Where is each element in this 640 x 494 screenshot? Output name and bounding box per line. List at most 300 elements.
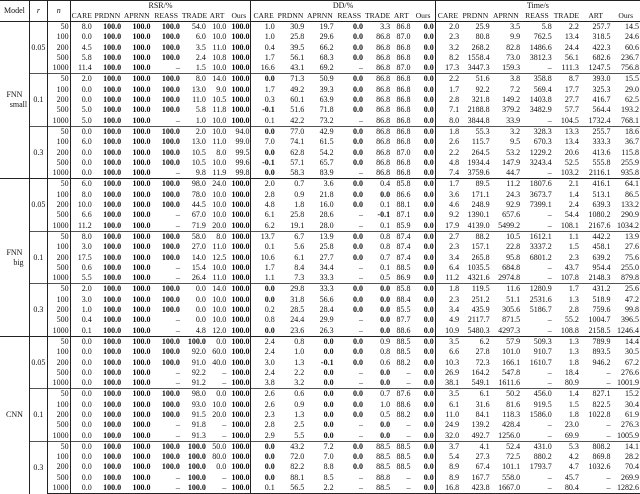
dd-cell-prdnn: 72.0	[290, 452, 305, 462]
rsr-cell-care: 0.0	[81, 378, 92, 388]
dd-cell-prdnn: 25.8	[290, 210, 305, 220]
time-cell-care: 3.5	[435, 389, 460, 400]
rsr-cell-trade	[181, 462, 207, 472]
time-cell-ours: 67.2	[625, 357, 639, 367]
dd-cell-prdnn: 29.8	[276, 284, 305, 295]
time-cell-art: 954.4	[592, 262, 611, 272]
best-value: 100.0	[161, 389, 180, 399]
best-value: 100.0	[132, 315, 151, 325]
rsr-cell-trade: 44.5	[191, 200, 206, 210]
time-cell-prdnn: 1934.4	[467, 157, 490, 167]
best-value: 0.0	[423, 336, 434, 346]
time-cell-trade: 5.3	[553, 441, 580, 452]
time-cell-trade: 55.2	[564, 315, 579, 325]
rsr-cell-reass: –	[175, 210, 180, 220]
best-value: 100.0	[161, 441, 180, 451]
time-cell-care: 24.9	[445, 420, 460, 430]
rsr-cell-ours	[227, 253, 251, 263]
dd-cell-art: 86.8	[391, 126, 411, 137]
time-cell-reass: 1612.1	[521, 231, 553, 242]
time-cell-prdnn: 164.2	[471, 367, 490, 377]
rsr-cell-reass	[151, 85, 180, 95]
time-cell-prdnn: 3844.8	[467, 115, 490, 125]
rsr-cell-prdnn	[93, 53, 122, 63]
best-value: 100.0	[132, 462, 151, 472]
n-value-cell: 50	[47, 231, 70, 242]
time-cell-trade: 107.8	[560, 273, 579, 283]
time-cell-reass: 762.5	[533, 32, 552, 42]
table-row	[0, 452, 640, 462]
time-cell-art: 413.6	[592, 147, 611, 157]
rsr-cell-care: 0.0	[70, 483, 93, 494]
rsr-cell-art: 11.0	[212, 42, 227, 52]
dd-cell-reass	[335, 462, 364, 472]
best-value: 0.0	[352, 189, 363, 199]
time-cell-aprnn: 44.7	[506, 168, 521, 178]
rsr-cell-aprnn	[122, 105, 151, 115]
rsr-cell-ours	[227, 368, 251, 378]
rsr-cell-reass: –	[175, 325, 180, 335]
header-method-time-prdnn: PRDNN	[460, 11, 491, 22]
dd-cell-art: 86.8	[396, 157, 411, 167]
time-cell-aprnn: 3.8	[491, 74, 522, 85]
rsr-cell-trade: 78.0	[191, 189, 206, 199]
time-cell-reass: 328.3	[521, 126, 553, 137]
rsr-cell-ours	[227, 85, 251, 95]
best-value: 0.0	[423, 483, 434, 493]
time-cell-prdnn: 1035.5	[467, 262, 490, 272]
rsr-cell-ours	[227, 400, 251, 410]
time-cell-aprnn: 92.9	[506, 200, 521, 210]
time-cell-prdnn: 251.2	[471, 294, 490, 304]
best-value: 0.0	[423, 284, 434, 294]
time-cell-aprnn: 72.5	[506, 452, 521, 462]
best-value: 0.0	[352, 284, 363, 294]
rsr-cell-care: 0.0	[81, 157, 92, 167]
dd-cell-art: 85.8	[391, 284, 411, 295]
model-cell	[0, 22, 29, 179]
best-value: 0.0	[352, 200, 363, 210]
time-cell-aprnn: 558.0	[502, 472, 521, 482]
time-cell-reass: –	[547, 420, 552, 430]
rsr-cell-art: 10.0	[212, 200, 227, 210]
dd-cell-trade: 88.5	[376, 452, 391, 462]
best-value: 100.0	[103, 294, 122, 304]
best-value: 100.0	[132, 452, 151, 462]
best-value: 100.0	[231, 315, 250, 325]
dd-cell-aprnn: 73.2	[319, 115, 334, 125]
dd-cell-reass: –	[358, 472, 363, 482]
dd-cell-reass: –	[358, 168, 363, 178]
time-cell-ours: 61.9	[625, 409, 639, 419]
rsr-cell-prdnn	[93, 74, 122, 85]
dd-cell-reass: –	[358, 210, 363, 220]
dd-cell-art: 87.0	[396, 32, 411, 42]
rsr-cell-art: 10.0	[212, 210, 227, 220]
r-value-cell: 0.3	[29, 441, 47, 493]
dd-cell-reass	[335, 105, 364, 115]
dd-cell-ours	[411, 473, 435, 483]
time-cell-reass: –	[547, 325, 552, 335]
best-value: 0.0	[380, 315, 391, 325]
time-cell-prdnn: 1558.4	[467, 52, 490, 62]
results-table-body	[0, 22, 640, 494]
best-value: 100.0	[231, 420, 250, 430]
rsr-cell-reass	[151, 242, 180, 252]
rsr-cell-reass	[151, 284, 180, 295]
time-cell-reass: 1486.6	[529, 42, 552, 52]
table-row	[0, 32, 640, 42]
time-cell-prdnn: 5480.3	[467, 325, 490, 335]
best-value: 0.0	[352, 399, 363, 409]
header-method-time-trade: TRADE	[553, 11, 580, 20]
best-value: 100.0	[132, 200, 151, 210]
dd-cell-aprnn: 63.9	[319, 95, 334, 105]
best-value: 0.0	[352, 357, 363, 367]
rsr-cell-care: 0.0	[81, 367, 92, 377]
dd-cell-ours	[411, 305, 435, 315]
best-value: 0.0	[352, 452, 363, 462]
rsr-cell-aprnn	[122, 441, 151, 452]
time-cell-care: 17.3	[445, 63, 460, 73]
time-cell-art: 1080.2	[588, 210, 611, 220]
n-value-cell: 500	[47, 158, 70, 168]
dd-cell-reass	[335, 284, 364, 295]
dd-cell-trade: 0.5	[380, 409, 391, 419]
rsr-cell-ours	[227, 105, 251, 115]
best-value: 100.0	[132, 126, 151, 136]
time-cell-ours: 24.6	[625, 32, 639, 42]
best-value: 100.0	[132, 242, 151, 252]
time-cell-reass: –	[521, 483, 553, 494]
dd-cell-care	[251, 168, 276, 179]
best-value: 0.0	[423, 420, 434, 430]
best-value: 100.0	[161, 95, 180, 105]
rsr-cell-care: 0.0	[70, 389, 93, 400]
rsr-cell-care: 0.0	[81, 472, 92, 482]
time-cell-ours: 15.5	[612, 74, 640, 85]
rsr-cell-ours	[227, 473, 251, 483]
dd-cell-art: 88.4	[396, 294, 411, 304]
best-value: 100.0	[103, 262, 122, 272]
best-value: 100.0	[103, 347, 122, 357]
rsr-cell-care: 5.0	[81, 105, 92, 115]
time-cell-aprnn: 52.4	[491, 441, 522, 452]
time-cell-care: 7.1	[449, 105, 460, 115]
dd-cell-prdnn: 74.1	[290, 137, 305, 147]
best-value: 100.0	[132, 273, 151, 283]
dd-cell-reass	[335, 43, 364, 53]
rsr-cell-trade	[181, 336, 207, 347]
dd-cell-ours	[411, 137, 435, 147]
dd-cell-ours	[411, 410, 435, 420]
time-cell-art: –	[606, 378, 611, 388]
best-value: 100.0	[231, 294, 250, 304]
rsr-cell-trade: 58.0	[181, 231, 207, 242]
rsr-cell-reass	[151, 400, 180, 410]
best-value: 100.0	[161, 284, 180, 294]
time-cell-aprnn: 22.8	[506, 242, 521, 252]
best-value: 0.0	[352, 347, 363, 357]
dd-cell-care: 1.0	[264, 32, 275, 42]
dd-cell-art: 87.4	[396, 252, 411, 262]
rsr-cell-care: 5.5	[81, 273, 92, 283]
time-cell-trade: 4.2	[568, 452, 579, 462]
best-value: 0.0	[352, 22, 363, 31]
dd-cell-aprnn: 8.5	[323, 472, 334, 482]
header-method-time-ours: Ours	[612, 11, 640, 22]
time-cell-prdnn: 55.3	[460, 126, 491, 137]
time-cell-ours: 25.6	[612, 284, 640, 295]
time-cell-trade: 8.7	[553, 74, 580, 85]
time-cell-art: 325.3	[592, 84, 611, 94]
dd-cell-trade: 86.8	[376, 52, 391, 62]
rsr-cell-art: 11.0	[212, 137, 227, 147]
dd-cell-reass	[335, 389, 364, 400]
time-cell-aprnn: 50.2	[491, 389, 522, 400]
best-value: 0.0	[352, 242, 363, 252]
n-value-cell: 1000	[47, 378, 70, 389]
table-row	[0, 105, 640, 115]
rsr-cell-reass	[151, 253, 180, 263]
dd-cell-ours	[411, 242, 435, 252]
dd-cell-trade: 86.8	[376, 84, 391, 94]
table-row	[0, 43, 640, 53]
rsr-cell-aprnn	[122, 190, 151, 200]
best-value: 100.0	[132, 252, 151, 262]
rsr-cell-care: 3.0	[81, 294, 92, 304]
n-value-cell: 200	[47, 43, 70, 53]
time-cell-aprnn: 428.4	[502, 420, 521, 430]
best-value: 100.0	[132, 262, 151, 272]
rsr-cell-aprnn	[122, 410, 151, 420]
time-cell-care: 6.4	[449, 262, 460, 272]
dd-cell-prdnn: 0.8	[276, 336, 305, 347]
dd-cell-care: 0.1	[264, 115, 275, 125]
rsr-cell-aprnn	[122, 253, 151, 263]
rsr-cell-aprnn	[122, 378, 151, 389]
dd-cell-care: 2.8	[264, 420, 275, 430]
rsr-cell-prdnn	[93, 22, 122, 33]
n-value-cell: 200	[47, 410, 70, 420]
dd-cell-care: 2.9	[264, 430, 275, 440]
rsr-cell-aprnn	[122, 210, 151, 220]
best-value: 0.0	[352, 105, 363, 115]
time-cell-ours: 30.4	[625, 399, 639, 409]
rsr-cell-trade: 26.4	[191, 273, 206, 283]
rsr-cell-prdnn	[93, 200, 122, 210]
time-cell-art: 808.2	[580, 441, 612, 452]
rsr-cell-art: 12.5	[212, 252, 227, 262]
time-cell-art: 318.5	[592, 32, 611, 42]
table-row	[0, 295, 640, 305]
rsr-cell-trade: 11.0	[192, 95, 206, 105]
rsr-cell-prdnn	[93, 452, 122, 462]
dd-cell-reass	[335, 158, 364, 168]
time-cell-prdnn: 25.9	[460, 22, 491, 33]
time-cell-aprnn: 5499.2	[498, 220, 521, 230]
dd-cell-aprnn: 26.3	[319, 325, 334, 335]
time-cell-ours: 70.4	[625, 462, 639, 472]
best-value: 100.0	[132, 168, 151, 178]
dd-cell-ours	[411, 85, 435, 95]
best-value: 0.0	[264, 126, 275, 136]
time-cell-art: 416.1	[580, 179, 612, 190]
best-value: 0.0	[380, 378, 391, 388]
best-value: 100.0	[231, 336, 250, 346]
best-value: 100.0	[132, 483, 151, 493]
best-value: 0.0	[264, 462, 275, 472]
time-cell-ours: 28.2	[625, 452, 639, 462]
dd-cell-prdnn: 88.1	[290, 472, 305, 482]
dd-cell-art: 88.5	[391, 441, 411, 452]
table-row	[0, 253, 640, 263]
best-value: 100.0	[103, 252, 122, 262]
time-cell-care: 2.2	[449, 147, 460, 157]
dd-cell-art: 88.2	[396, 409, 411, 419]
best-value: 100.0	[132, 325, 151, 335]
time-cell-trade: 54.4	[564, 210, 579, 220]
best-value: 100.0	[132, 179, 151, 189]
dd-cell-aprnn	[305, 368, 334, 378]
rsr-cell-trade: 4.8	[195, 325, 206, 335]
dd-cell-ours	[411, 53, 435, 63]
dd-cell-reass: –	[358, 430, 363, 440]
rsr-cell-reass	[151, 22, 180, 33]
dd-cell-art: 86.8	[391, 22, 411, 33]
time-cell-care: 17.9	[445, 220, 460, 230]
rsr-cell-aprnn	[122, 116, 151, 127]
best-value: 0.0	[352, 32, 363, 42]
best-value: 0.0	[423, 294, 434, 304]
header-method-dd-reass: REASS	[335, 11, 364, 22]
time-cell-aprnn: 3.5	[491, 22, 522, 33]
rsr-cell-art: 8.0	[207, 231, 227, 242]
best-value: 0.0	[323, 409, 334, 419]
rsr-cell-care: 2.0	[70, 284, 93, 295]
best-value: 0.0	[323, 420, 334, 430]
dd-cell-trade: 86.8	[376, 95, 391, 105]
rsr-cell-ours	[227, 22, 251, 33]
rsr-cell-care: 0.0	[81, 462, 92, 472]
table-row	[0, 358, 640, 368]
time-cell-trade: 4.7	[568, 462, 579, 472]
best-value: 0.0	[423, 74, 434, 84]
best-value: 100.0	[103, 409, 122, 419]
time-cell-art: 564.4	[592, 105, 611, 115]
n-value-cell: 500	[47, 420, 70, 430]
time-cell-reass: 3482.9	[529, 105, 552, 115]
rsr-cell-reass	[151, 95, 180, 105]
rsr-cell-trade: 1.5	[195, 63, 206, 73]
best-value: 0.0	[423, 242, 434, 252]
time-cell-trade: 108.1	[560, 220, 579, 230]
best-value: 100.0	[231, 200, 250, 210]
dd-cell-prdnn: 5.5	[294, 430, 305, 440]
best-value: 0.0	[423, 347, 434, 357]
header-method-dd-prdnn: PRDNN	[277, 11, 304, 20]
time-cell-reass: 880.2	[533, 452, 552, 462]
best-value: 100.0	[231, 389, 250, 399]
dd-cell-aprnn: 33.3	[305, 284, 334, 295]
dd-cell-aprnn: 19.7	[305, 22, 334, 33]
dd-cell-art: –	[406, 420, 411, 430]
dd-cell-prdnn: 77.0	[276, 126, 305, 137]
dd-cell-aprnn	[305, 400, 334, 410]
rsr-cell-aprnn	[122, 473, 151, 483]
rsr-cell-art: 40.0	[212, 357, 227, 367]
dd-cell-ours	[411, 368, 435, 378]
best-value: 100.0	[231, 52, 250, 62]
dd-cell-ours	[411, 295, 435, 305]
best-value: 100.0	[231, 74, 250, 84]
dd-cell-trade: 0.1	[380, 200, 391, 210]
time-cell-prdnn: 4.1	[460, 441, 491, 452]
rsr-cell-reass: –	[175, 262, 180, 272]
time-cell-reass: 1807.6	[521, 179, 553, 190]
rsr-cell-art: –	[222, 472, 227, 482]
dd-cell-reass	[335, 32, 364, 42]
rsr-cell-art: 10.0	[212, 294, 227, 304]
dd-cell-aprnn: 13.9	[305, 231, 334, 242]
best-value: 100.0	[103, 147, 122, 157]
dd-cell-reass	[335, 85, 364, 95]
best-value: 0.0	[323, 389, 334, 399]
best-value: 100.0	[103, 179, 122, 189]
table-row	[0, 63, 640, 74]
dd-cell-aprnn: 29.6	[319, 32, 334, 42]
time-cell-reass: 456.0	[521, 389, 553, 400]
dd-cell-ours	[411, 389, 435, 400]
best-value: 0.0	[423, 367, 434, 377]
time-cell-trade: 80.4	[553, 483, 580, 494]
dd-cell-prdnn: 8.4	[294, 262, 305, 272]
rsr-cell-aprnn	[122, 368, 151, 378]
time-cell-art: –	[606, 367, 611, 377]
time-cell-reass: 1229.2	[529, 147, 552, 157]
dd-cell-ours	[411, 32, 435, 42]
dd-cell-ours	[411, 253, 435, 263]
rsr-cell-care: 0.0	[81, 399, 92, 409]
dd-cell-ours	[411, 126, 435, 137]
dd-cell-care	[251, 105, 276, 115]
time-cell-trade: 24.4	[564, 42, 579, 52]
dd-cell-aprnn: 3.6	[305, 179, 334, 190]
dd-cell-aprnn: 42.9	[305, 126, 334, 137]
time-cell-reass: –	[547, 472, 552, 482]
rsr-cell-prdnn	[93, 305, 122, 315]
rsr-cell-care: 11.4	[77, 63, 92, 73]
best-value: 100.0	[161, 399, 180, 409]
rsr-cell-ours	[227, 242, 251, 252]
rsr-cell-art: 50.0	[207, 441, 227, 452]
rsr-cell-art: 11.0	[212, 242, 227, 252]
rsr-cell-ours	[227, 295, 251, 305]
dd-cell-care: 2.4	[264, 367, 275, 377]
best-value: 100.0	[103, 63, 122, 73]
time-cell-care: 8.9	[449, 472, 460, 482]
time-cell-art: 822.5	[592, 399, 611, 409]
best-value: 0.0	[423, 42, 434, 52]
n-value-cell: 50	[47, 336, 70, 347]
dd-cell-art: 87.1	[396, 210, 411, 220]
dd-cell-aprnn: 83.9	[319, 168, 334, 178]
dd-cell-care	[251, 441, 276, 452]
dd-cell-prdnn: 2.2	[294, 367, 305, 377]
table-row	[0, 284, 640, 295]
dd-cell-trade: 86.8	[376, 32, 391, 42]
best-value: 100.0	[132, 42, 151, 52]
